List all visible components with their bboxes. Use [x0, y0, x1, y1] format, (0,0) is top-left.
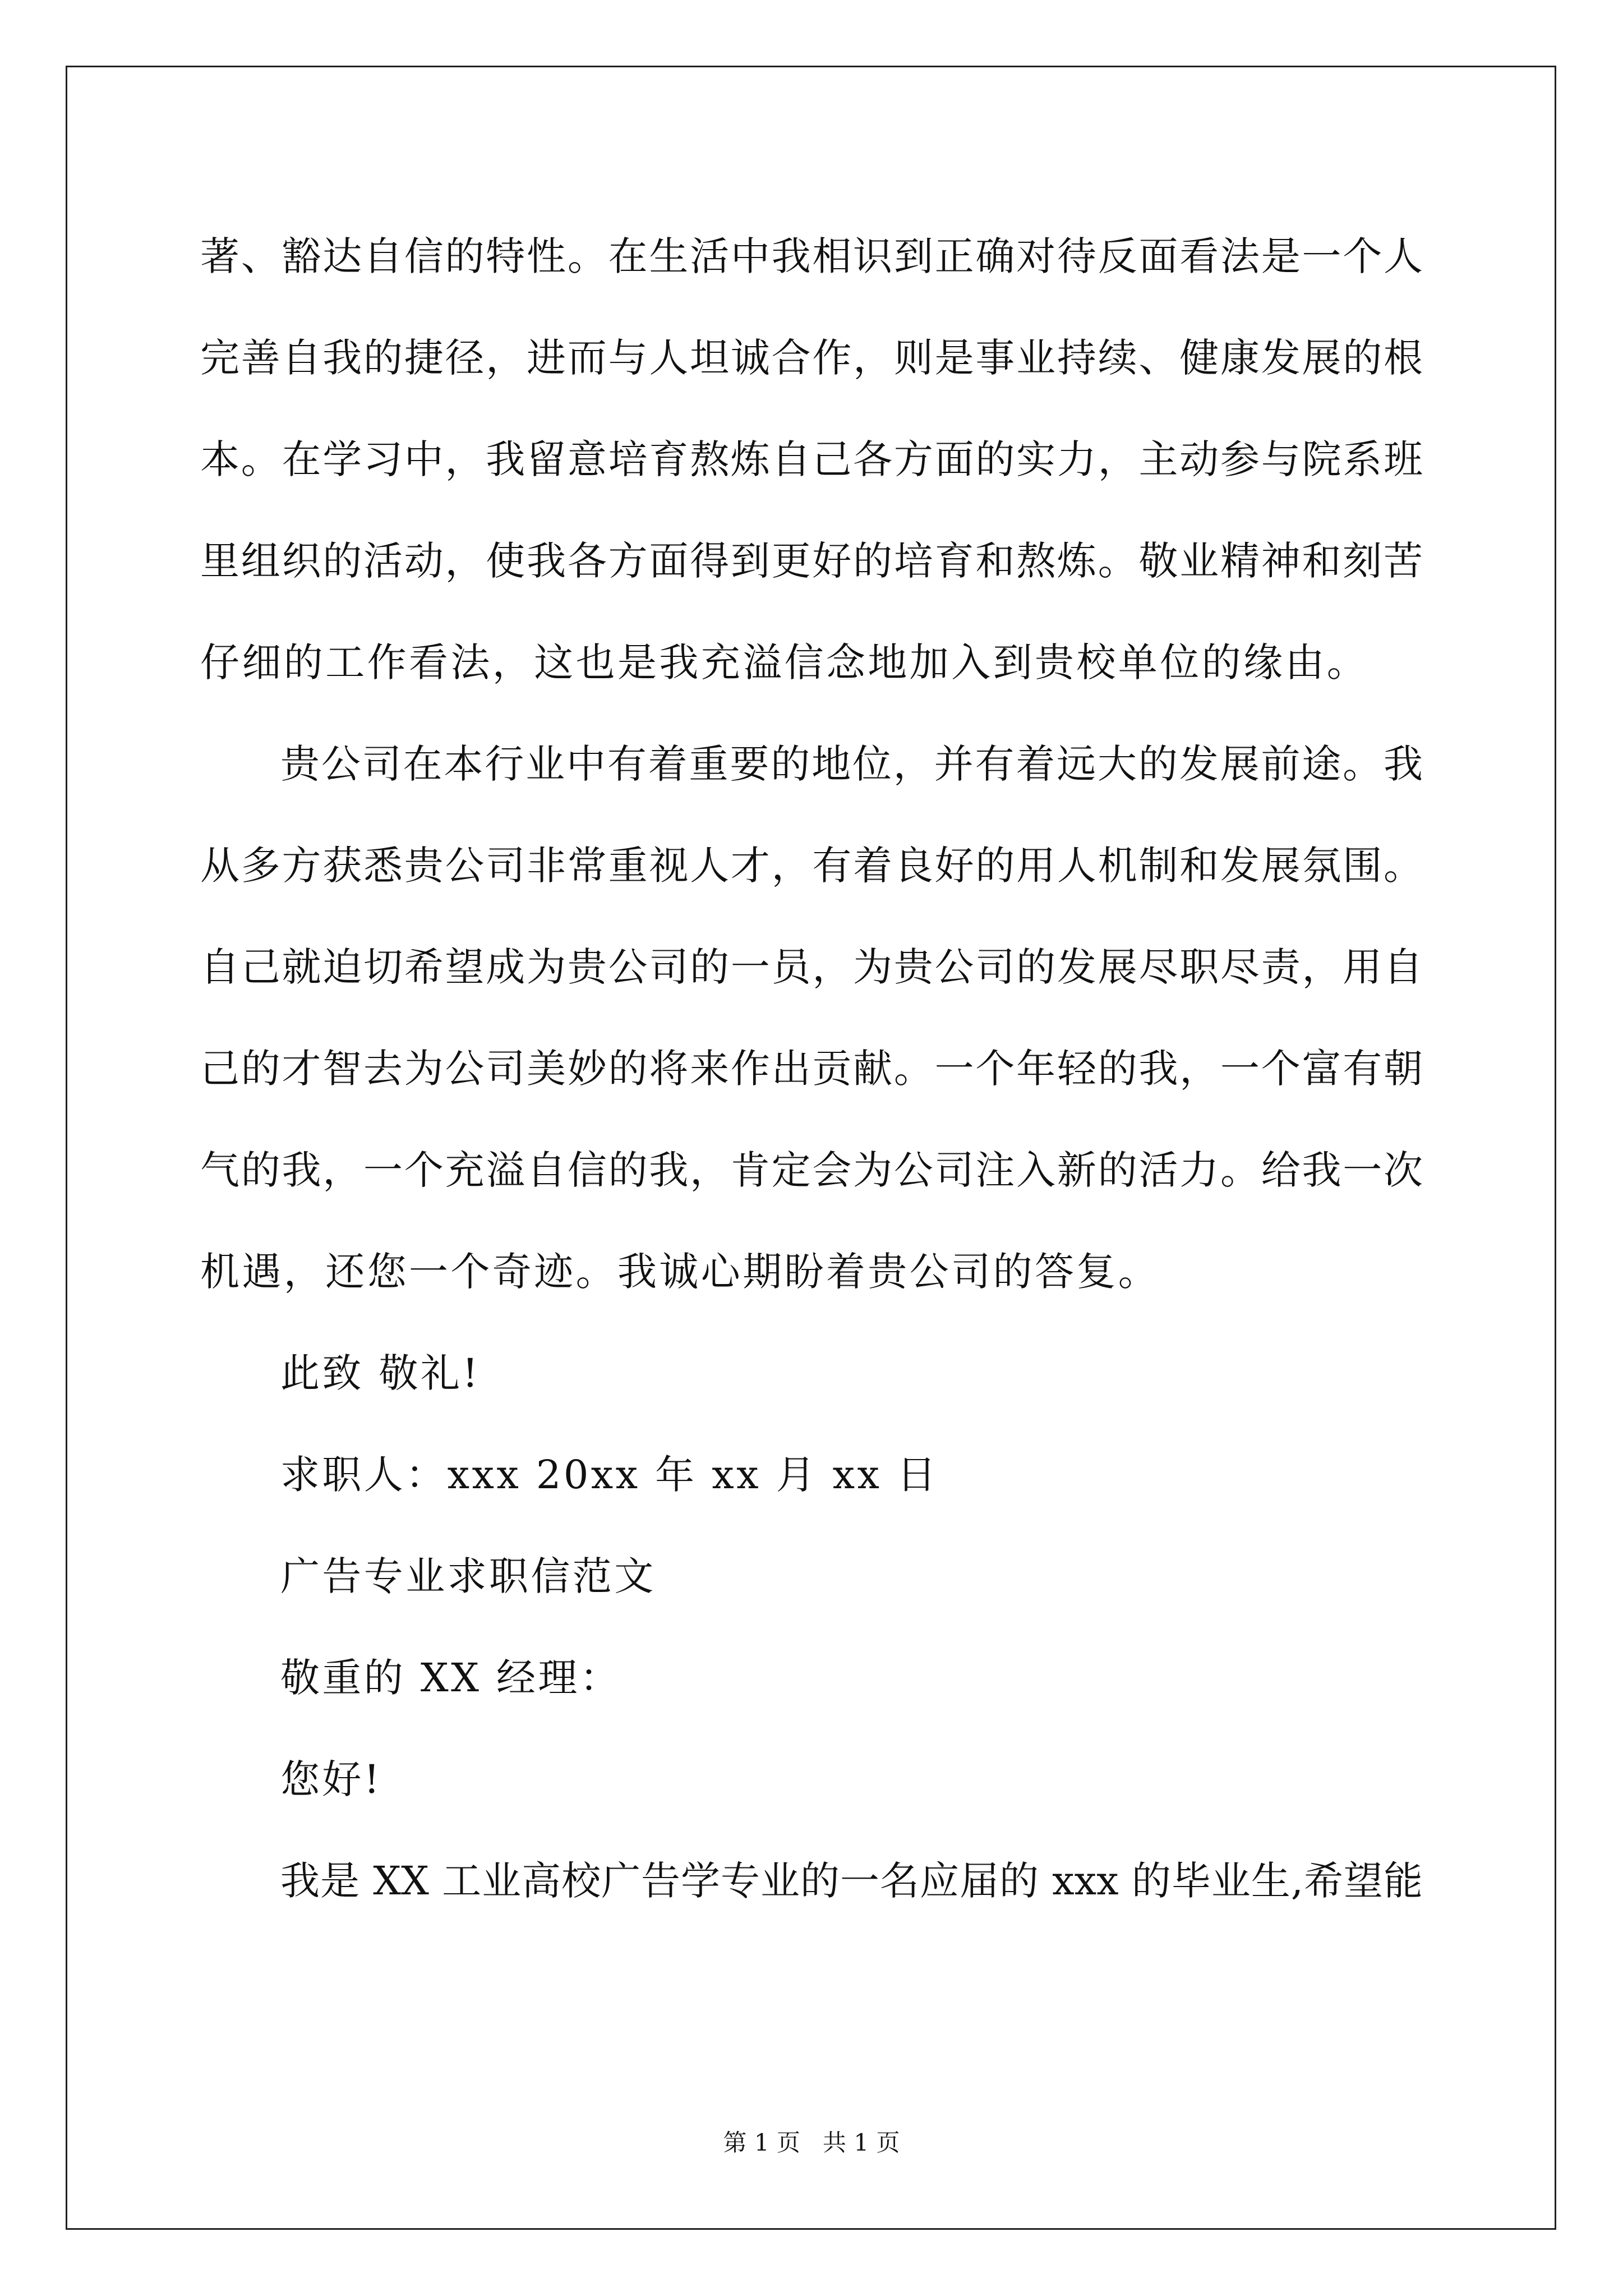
body-line-8: 自己就迫切希望成为贵公司的一员，为贵公司的发展尽职尽责，用自: [200, 944, 1423, 990]
body-line-5: 仔细的工作看法，这也是我充溢信念地加入到贵校单位的缘由。: [200, 639, 1369, 685]
signature-line: 求职人：xxx 20xx 年 xx 月 xx 日: [280, 1452, 939, 1498]
body-line-1: 著、豁达自信的特性。在生活中我相识到正确对待反面看法是一个人: [200, 233, 1423, 279]
body-line-4: 里组织的活动，使我各方面得到更好的培育和熬炼。敬业精神和刻苦: [200, 538, 1423, 584]
body-line-10: 气的我，一个充溢自信的我，肯定会为公司注入新的活力。给我一次: [200, 1147, 1423, 1193]
section-title: 广告专业求职信范文: [280, 1553, 656, 1599]
closing-salutation: 此致 敬礼!: [280, 1350, 481, 1396]
body-line-7: 从多方获悉贵公司非常重视人才，有着良好的用人机制和发展氛围。: [200, 843, 1423, 889]
greeting-hello: 您好!: [280, 1756, 382, 1802]
greeting-addressee: 敬重的 XX 经理：: [280, 1655, 622, 1701]
body-line-3: 本。在学习中，我留意培育熬炼自己各方面的实力，主动参与院系班: [200, 436, 1423, 482]
page-footer: 第 1 页 共 1 页: [723, 2129, 900, 2156]
body-line-12: 我是 XX 工业高校广告学专业的一名应届的 xxx 的毕业生,希望能: [280, 1858, 1423, 1904]
body-line-9: 己的才智去为公司美妙的将来作出贡献。一个年轻的我，一个富有朝: [200, 1046, 1423, 1092]
body-line-6: 贵公司在本行业中有着重要的地位，并有着远大的发展前途。我: [280, 741, 1423, 787]
body-line-11: 机遇，还您一个奇迹。我诚心期盼着贵公司的答复。: [200, 1249, 1160, 1295]
body-line-2: 完善自我的捷径，进而与人坦诚合作，则是事业持续、健康发展的根: [200, 335, 1423, 381]
